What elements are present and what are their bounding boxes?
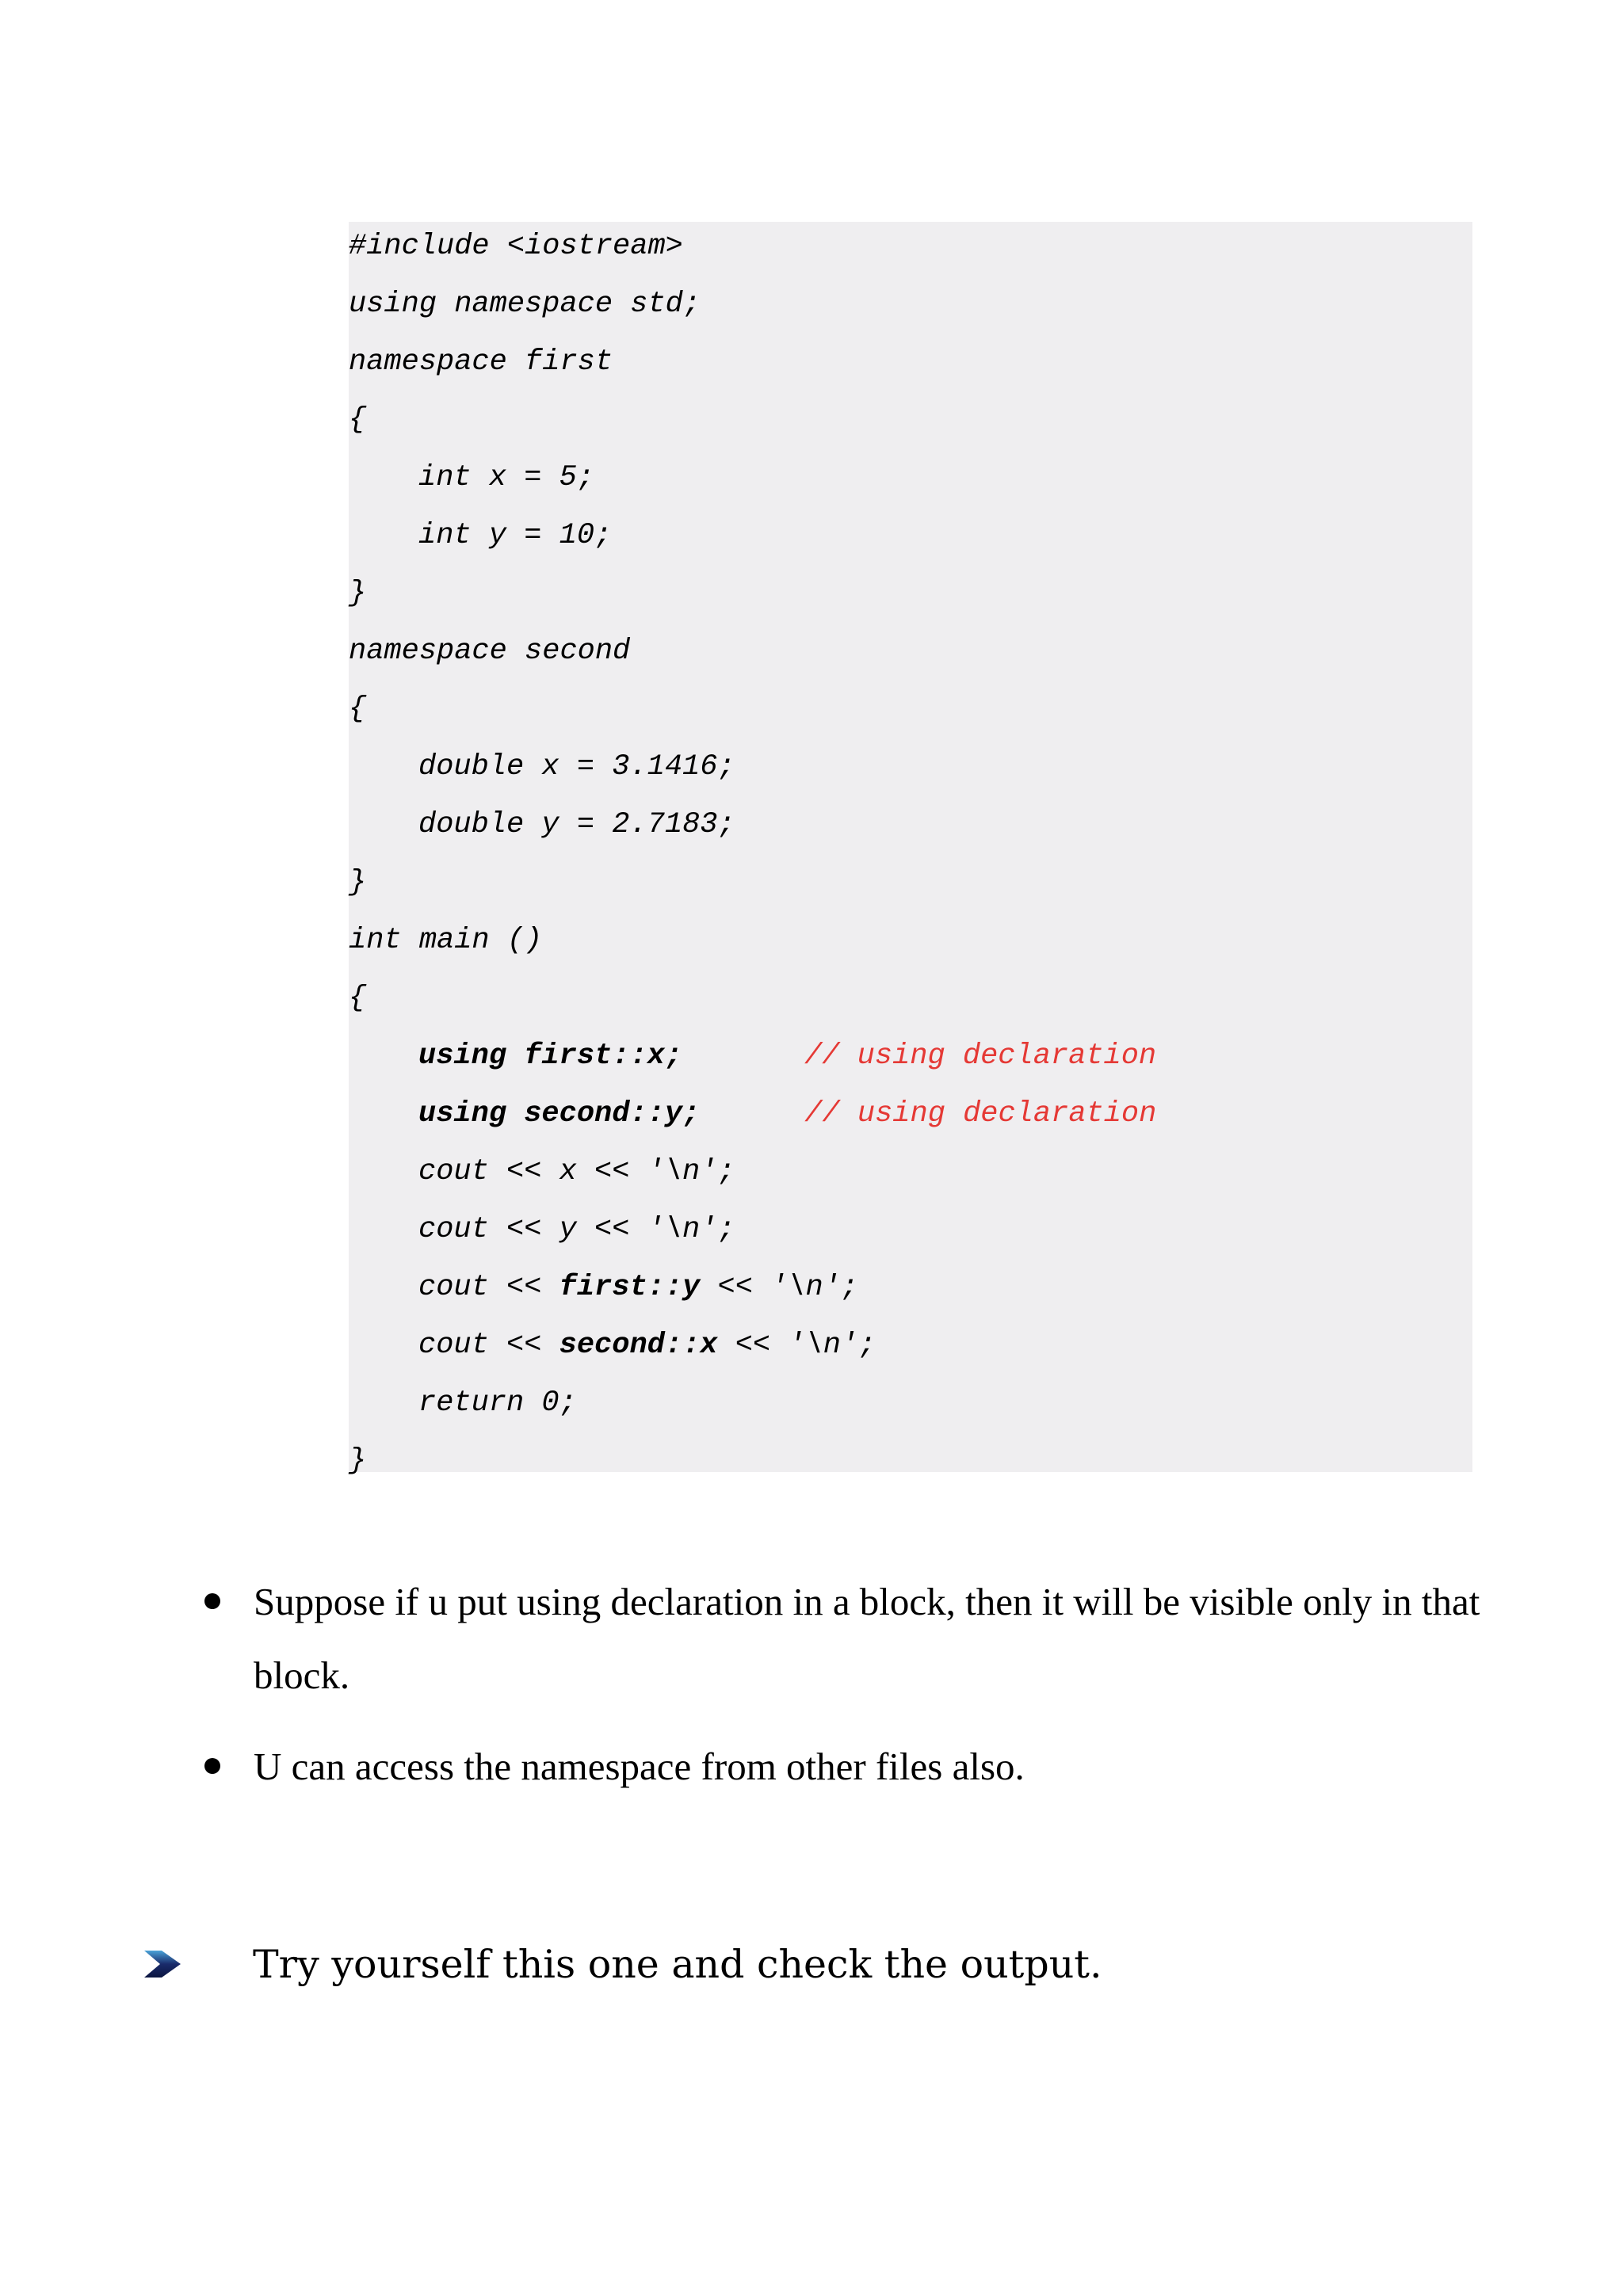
- try-yourself-text: Try yourself this one and check the output.: [253, 1942, 1102, 1987]
- code-line-cout-second-x: cout << second::x << '\n';: [418, 1329, 876, 1362]
- bullet-icon: [204, 1593, 220, 1609]
- code-line-brace-close-2: }: [349, 866, 367, 899]
- code-line-double-x: double x = 3.1416;: [418, 750, 735, 784]
- bullet-list: [204, 1565, 1480, 1821]
- code-line-int-x: int x = 5;: [418, 461, 595, 494]
- code-line-brace-open-1: {: [349, 403, 367, 437]
- code-line-using-namespace: using namespace std;: [349, 288, 701, 321]
- code-line-namespace-second: namespace second: [349, 635, 631, 668]
- code-line-include: #include <iostream>: [349, 230, 683, 263]
- code-line-brace-close-3: }: [349, 1444, 367, 1478]
- code-line-cout-first-y: cout << first::y << '\n';: [418, 1271, 859, 1304]
- code-block: [349, 222, 1472, 1478]
- code-line-double-y: double y = 2.7183;: [418, 808, 735, 841]
- code-line-using-second-y: using second::y; // using declaration: [418, 1097, 1157, 1131]
- code-line-using-first-x: using first::x; // using declaration: [418, 1039, 1157, 1073]
- code-line-int-main: int main (): [349, 924, 543, 957]
- code-comment: // using declaration: [804, 1097, 1157, 1131]
- code-line-brace-open-3: {: [349, 982, 367, 1015]
- code-comment: // using declaration: [804, 1039, 1157, 1073]
- code-line-brace-open-2: {: [349, 692, 367, 726]
- code-line-cout-y: cout << y << '\n';: [418, 1213, 735, 1246]
- bullet-icon: [204, 1758, 220, 1774]
- code-line-return: return 0;: [418, 1386, 577, 1420]
- bullet-text: U can access the namespace from other files also.: [254, 1745, 1025, 1788]
- try-yourself-row: [144, 1933, 1491, 1997]
- bullet-text: Suppose if u put using declaration in a block, then it will be visible only in that block.: [254, 1580, 1480, 1697]
- bullet-item: [204, 1565, 1480, 1712]
- code-line-cout-x: cout << x << '\n';: [418, 1155, 735, 1188]
- code-line-brace-close-1: }: [349, 577, 367, 610]
- code-line-int-y: int y = 10;: [418, 519, 613, 552]
- code-line-namespace-first: namespace first: [349, 345, 613, 379]
- bullet-item: [204, 1730, 1480, 1803]
- arrow-right-icon: [144, 1951, 181, 1978]
